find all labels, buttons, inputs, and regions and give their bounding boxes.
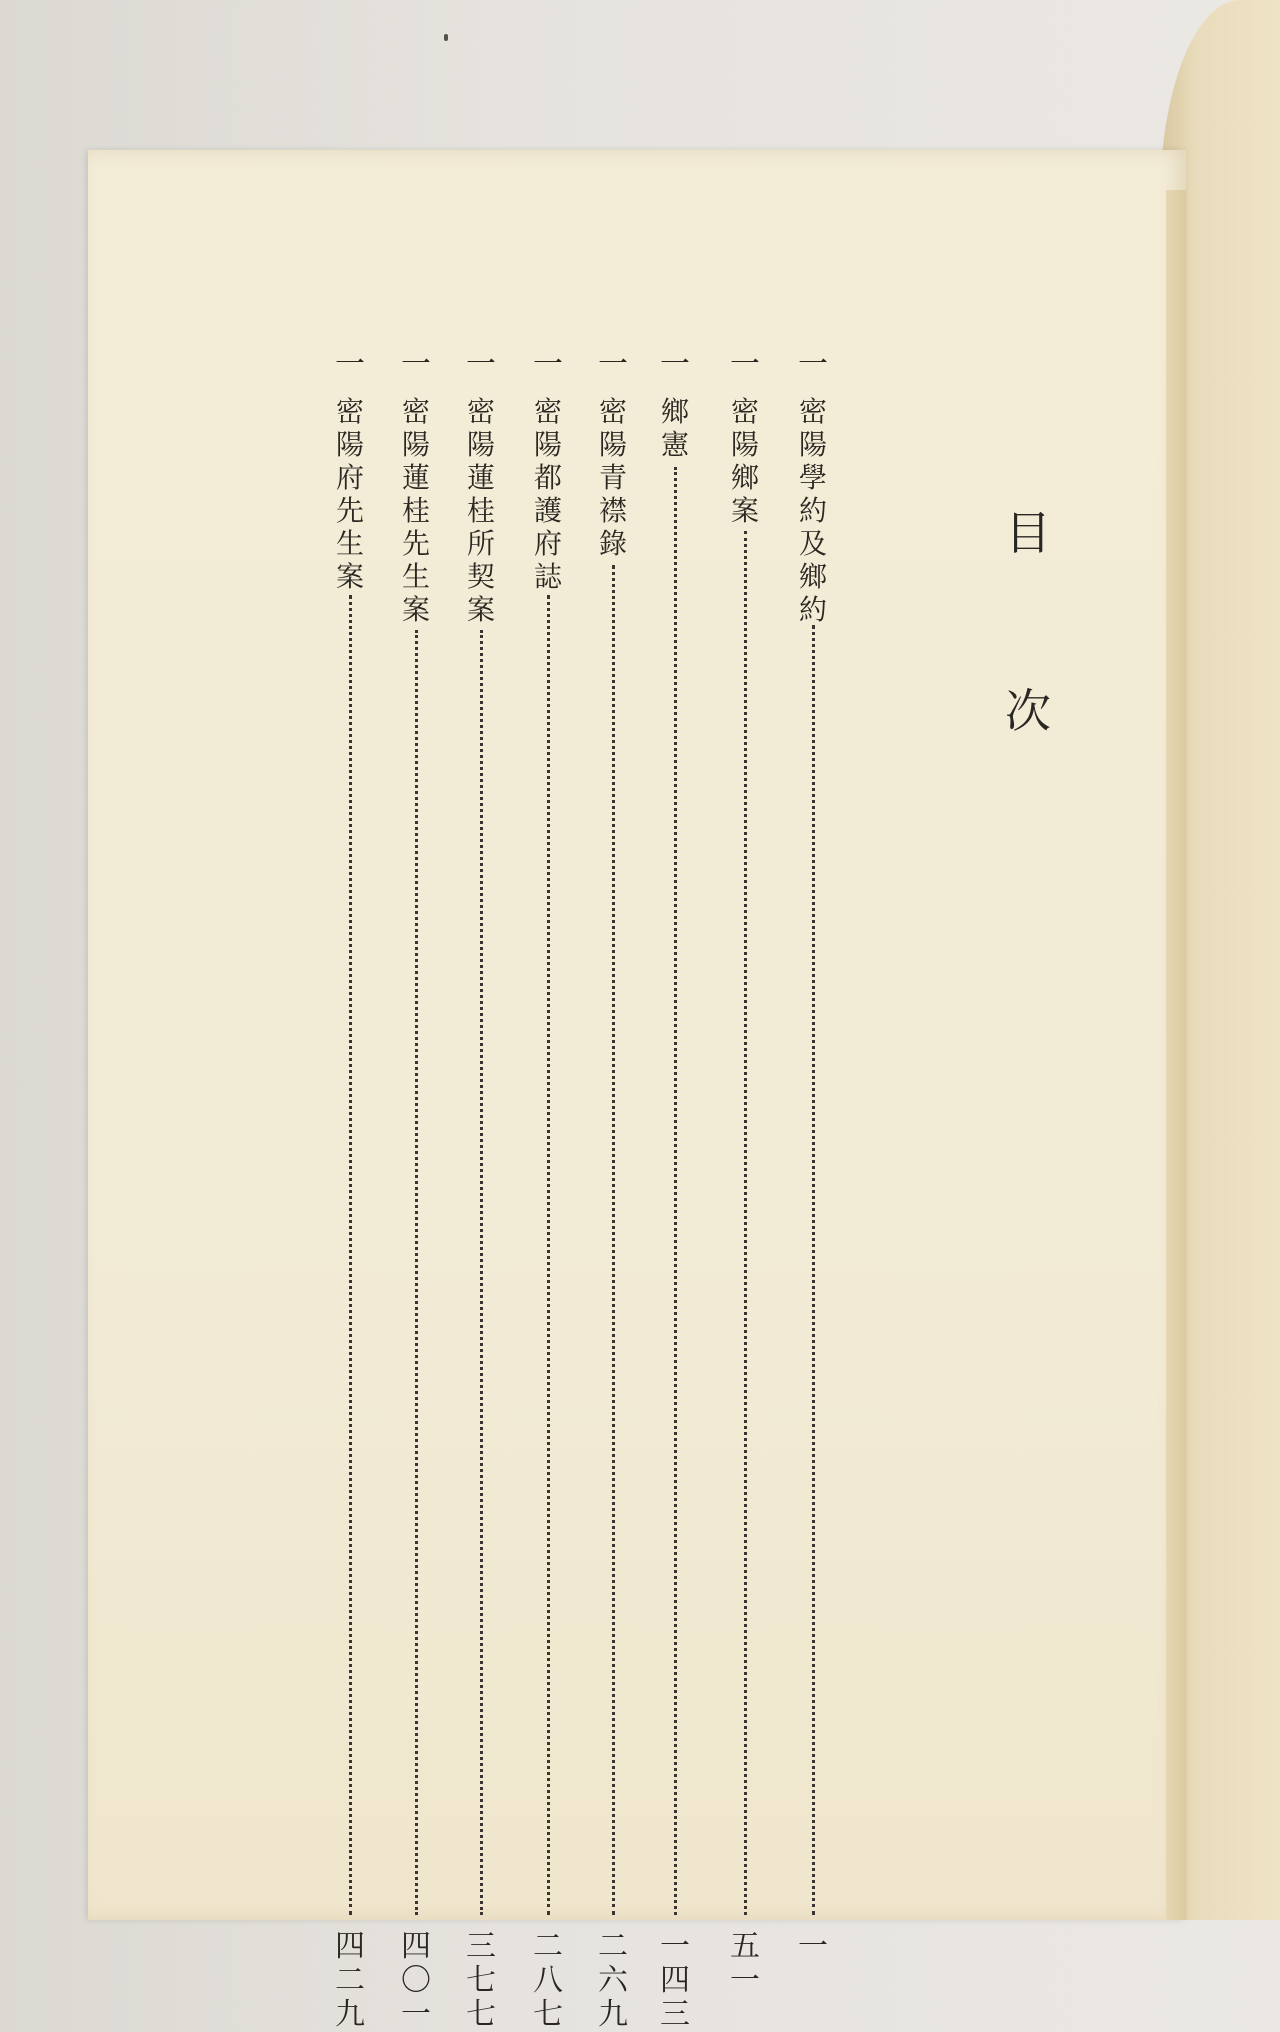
dotted-leader xyxy=(349,595,352,1915)
entry-mark: 一 xyxy=(401,347,431,382)
entry-page-number: 五一 xyxy=(730,1929,760,1998)
entry-title: 鄉憲 xyxy=(660,395,689,461)
entry-page-number: 四〇一 xyxy=(401,1929,431,2032)
entry-title: 密陽府先生案 xyxy=(335,395,364,593)
entry-title: 密陽蓮桂所契案 xyxy=(466,395,495,626)
entry-page-number: 二六九 xyxy=(598,1929,628,2032)
dotted-leader xyxy=(612,565,615,1915)
page-stack-edge xyxy=(1166,190,1186,1920)
toc-heading-char-2: 次 xyxy=(1005,684,1051,738)
toc-heading-char-1: 目 xyxy=(1005,506,1051,560)
entry-page-number: 二八七 xyxy=(533,1929,563,2032)
entry-page-number: 四二九 xyxy=(335,1929,365,2032)
entry-title: 密陽學約及鄉約 xyxy=(798,395,827,626)
entry-mark: 一 xyxy=(335,347,365,382)
dotted-leader xyxy=(744,531,747,1915)
entry-mark: 一 xyxy=(730,347,760,382)
dust-speck xyxy=(444,34,448,41)
entry-mark: 一 xyxy=(660,347,690,382)
entry-title: 密陽都護府誌 xyxy=(533,395,562,593)
entry-mark: 一 xyxy=(533,347,563,382)
entry-title: 密陽鄉案 xyxy=(730,395,759,527)
dotted-leader xyxy=(547,595,550,1915)
dotted-leader xyxy=(812,625,815,1915)
entry-page-number: 一 xyxy=(798,1929,828,1964)
entry-page-number: 三七七 xyxy=(466,1929,496,2032)
entry-mark: 一 xyxy=(466,347,496,382)
entry-title: 密陽蓮桂先生案 xyxy=(401,395,430,626)
book-page xyxy=(88,150,1186,1920)
entry-title: 密陽青襟錄 xyxy=(598,395,627,560)
dotted-leader xyxy=(674,467,677,1915)
entry-mark: 一 xyxy=(798,347,828,382)
dotted-leader xyxy=(415,630,418,1915)
dotted-leader xyxy=(480,630,483,1915)
entry-page-number: 一四三 xyxy=(660,1929,690,2032)
entry-mark: 一 xyxy=(598,347,628,382)
